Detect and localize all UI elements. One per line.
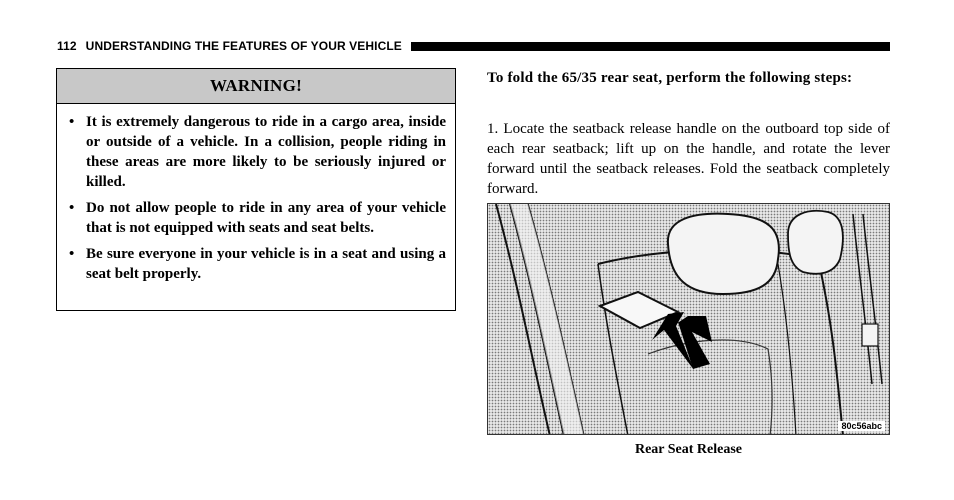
bullet-icon: • [69, 200, 75, 216]
warning-list [57, 104, 455, 284]
warning-item-text: It is extremely dangerous to ride in a cargo area, inside or outside of a vehicle. In a collision, people riding in these areas are more likely to be seriously injured or killed. [86, 114, 446, 190]
page-header [57, 38, 890, 54]
warning-item-text: Do not allow people to ride in any area of your vehicle that is not equipped with seats and seat belts. [86, 200, 446, 236]
rear-seat-release-illustration [487, 203, 890, 435]
page-number: 112 [57, 39, 77, 53]
warning-item [69, 244, 446, 284]
section-title: UNDERSTANDING THE FEATURES OF YOUR VEHICLE [85, 39, 402, 53]
figure-caption: Rear Seat Release [634, 442, 743, 457]
bullet-icon: • [69, 246, 75, 262]
figure-code: 80c56abc [838, 421, 885, 431]
warning-item-text: Be sure everyone in your vehicle is in a seat and using a seat belt properly. [86, 246, 446, 282]
warning-item [69, 198, 446, 238]
bullet-icon: • [69, 114, 75, 130]
header-rule [411, 42, 890, 51]
instructions-heading: To fold the 65/35 rear seat, perform the following steps: [487, 70, 853, 86]
warning-box [56, 68, 456, 311]
instruction-step-1: 1. Locate the seatback release handle on the outboard top side of each rear seatback; lift up on the handle, and rotate the lever forward until the seatback releases. Fold the seatback completely forward. [487, 121, 890, 197]
warning-title: WARNING! [57, 69, 455, 104]
warning-item [69, 112, 446, 192]
seat-illustration-drawing [488, 204, 890, 435]
